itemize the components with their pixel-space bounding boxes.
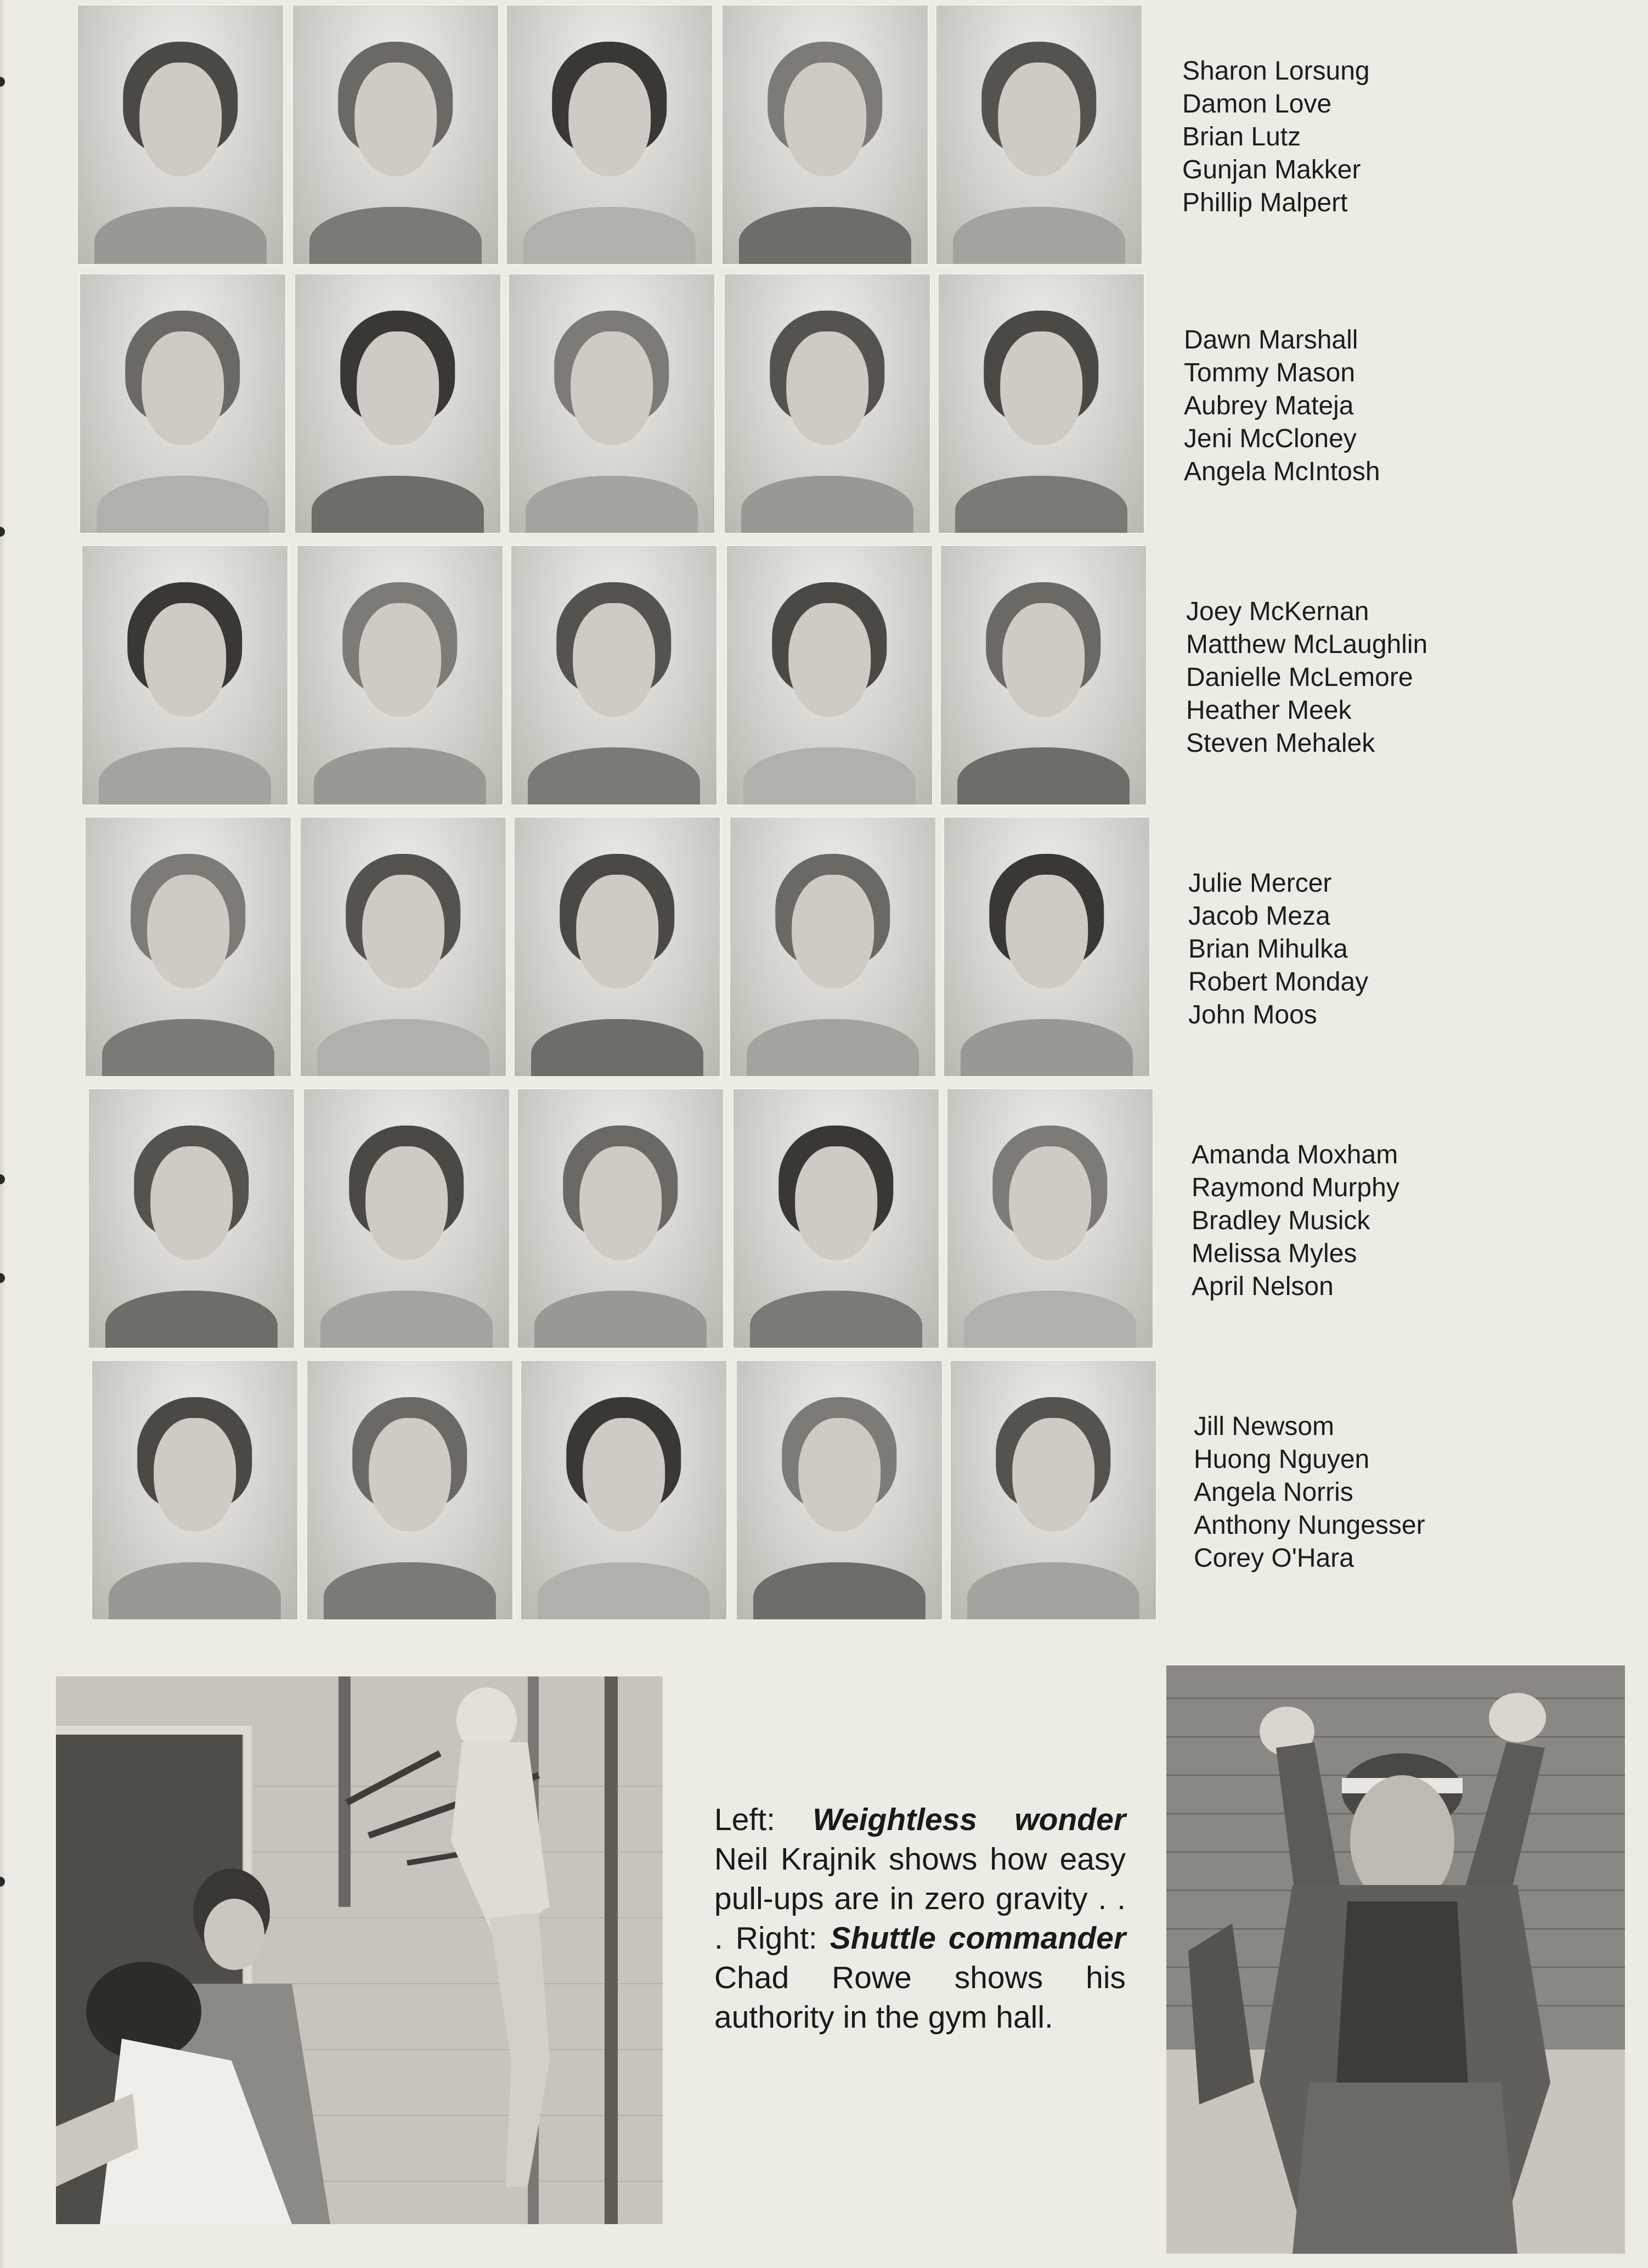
student-portrait — [506, 4, 713, 265]
student-portrait — [732, 1088, 940, 1349]
student-name: Joey McKernan — [1186, 597, 1369, 626]
student-name: Bradley Musick — [1192, 1206, 1370, 1235]
caption-right-text: Chad Rowe shows his authority in the gym hall. — [714, 1960, 1126, 2035]
student-name: Raymond Murphy — [1192, 1173, 1399, 1202]
student-name: Jacob Meza — [1188, 902, 1330, 931]
student-name: Tommy Mason — [1184, 358, 1356, 387]
student-name: Robert Monday — [1188, 967, 1369, 997]
student-name-list — [1194, 1410, 1425, 1575]
caption-right-label: Right: — [735, 1921, 817, 1956]
student-portrait — [726, 545, 933, 806]
caption-left-text: Neil Krajnik shows how easy pull-ups are in zero gravity . . . — [714, 1842, 1126, 1956]
student-name: Sharon Lorsung — [1182, 57, 1370, 86]
student-name: Jeni McCloney — [1184, 424, 1357, 453]
student-name: Huong Nguyen — [1194, 1445, 1370, 1474]
student-portrait — [84, 817, 292, 1077]
candid-photo-commander — [1166, 1665, 1625, 2254]
student-name: Julie Mercer — [1188, 869, 1332, 898]
student-portrait — [513, 817, 721, 1077]
student-name: April Nelson — [1192, 1272, 1334, 1301]
student-portrait — [300, 817, 507, 1077]
student-name: Brian Mihulka — [1188, 935, 1348, 964]
student-name: Melissa Myles — [1192, 1239, 1357, 1268]
student-portrait — [306, 1360, 513, 1620]
pullups-scene-graphic — [56, 1676, 663, 2224]
student-portrait — [508, 273, 715, 534]
student-portrait — [303, 1088, 510, 1349]
student-name: Amanda Moxham — [1192, 1140, 1398, 1169]
caption-right-title: Shuttle commander — [829, 1921, 1126, 1956]
student-portrait — [91, 1360, 298, 1620]
student-name-list — [1184, 324, 1380, 488]
student-portrait — [938, 273, 1145, 534]
student-portrait — [943, 817, 1150, 1077]
student-name: Angela Norris — [1194, 1478, 1353, 1507]
student-portrait — [517, 1088, 724, 1349]
student-name: Brian Lutz — [1182, 122, 1301, 151]
photo-caption — [714, 1800, 1126, 2037]
student-portrait — [88, 1088, 295, 1349]
student-portrait — [520, 1360, 727, 1620]
student-portrait — [935, 4, 1143, 265]
student-name: Dawn Marshall — [1184, 325, 1358, 354]
student-portrait — [940, 545, 1147, 806]
student-portrait — [294, 273, 501, 534]
student-name: Danielle McLemore — [1186, 663, 1413, 692]
student-name: Angela McIntosh — [1184, 457, 1380, 486]
commander-scene-graphic — [1166, 1665, 1625, 2254]
student-name: Corey O'Hara — [1194, 1544, 1354, 1573]
student-name: Anthony Nungesser — [1194, 1511, 1425, 1540]
student-portrait — [729, 817, 936, 1077]
student-name-list — [1186, 595, 1427, 760]
student-name: Jill Newsom — [1194, 1412, 1335, 1441]
student-name: Steven Mehalek — [1186, 729, 1375, 758]
student-name-list — [1188, 867, 1368, 1032]
caption-left-label: Left: — [714, 1802, 775, 1837]
student-name: Damon Love — [1182, 89, 1332, 119]
student-portrait — [296, 545, 504, 806]
student-name-list — [1182, 55, 1370, 220]
student-portrait — [721, 4, 929, 265]
student-portrait — [292, 4, 499, 265]
student-portrait — [81, 545, 289, 806]
student-name: Aubrey Mateja — [1184, 391, 1354, 420]
page-edge — [0, 0, 5, 2268]
student-portrait — [724, 273, 931, 534]
student-portrait — [77, 4, 284, 265]
student-portrait — [79, 273, 286, 534]
student-portrait — [950, 1360, 1157, 1620]
student-name: Heather Meek — [1186, 696, 1352, 725]
caption-left-title: Weightless wonder — [812, 1802, 1126, 1837]
student-portrait — [946, 1088, 1154, 1349]
student-name-list — [1192, 1139, 1399, 1303]
student-portrait — [736, 1360, 943, 1620]
student-name: Gunjan Makker — [1182, 155, 1361, 184]
student-portrait — [510, 545, 718, 806]
student-name: John Moos — [1188, 1000, 1317, 1029]
candid-photo-pullups — [56, 1676, 663, 2224]
student-name: Matthew McLaughlin — [1186, 630, 1428, 659]
student-name: Phillip Malpert — [1182, 188, 1348, 217]
